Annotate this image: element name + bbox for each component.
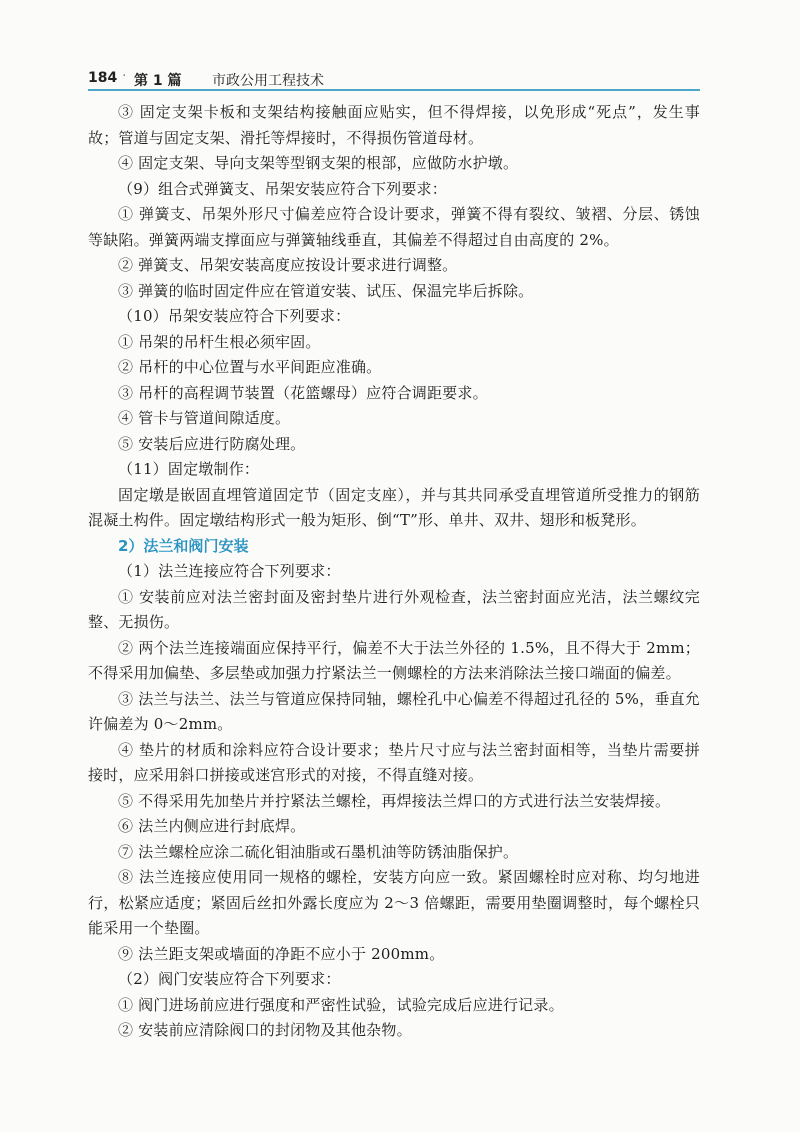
part-label: 第 1 篇	[134, 73, 182, 89]
paragraph: ③ 固定支架卡板和支架结构接触面应贴实，但不得焊接，以免形成“死点”，发生事故；管道与固定支架、滑托等焊接时，不得损伤管道母材。	[88, 103, 700, 147]
header-rule	[88, 89, 700, 91]
paragraph: ⑦ 法兰螺栓应涂二硫化钼油脂或石墨机油等防锈油脂保护。	[118, 842, 519, 861]
paragraph: ③ 法兰与法兰、法兰与管道应保持同轴，螺栓孔中心偏差不得超过孔径的 5%，垂直允许偏差为 0～2mm。	[88, 689, 700, 733]
paragraph: ① 阀门进场前应进行强度和严密性试验，试验完成后应进行记录。	[118, 995, 564, 1014]
paragraph: ② 两个法兰连接端面应保持平行，偏差不大于法兰外径的 1.5%，且不得大于 2mm；不得采用加偏垫、多层垫或加强力拧紧法兰一侧螺栓的方法来消除法兰接口端面的偏差。	[88, 638, 700, 682]
paragraph: ② 吊杆的中心位置与水平间距应准确。	[118, 358, 382, 376]
running-header	[88, 68, 700, 90]
chapter-title: 市政公用工程技术	[212, 73, 324, 89]
paragraph: ① 吊架的吊杆生根必须牢固。	[118, 332, 321, 351]
paragraph: 固定墩是嵌固直埋管道固定节（固定支座），并与其共同承受直埋管道所受推力的钢筋混凝土构件。固定墩结构形式一般为矩形、倒“T”形、单井、双井、翅形和板凳形。	[88, 485, 700, 529]
paragraph: ① 弹簧支、吊架外形尺寸偏差应符合设计要求，弹簧不得有裂纹、皱褶、分层、锈蚀等缺陷。弹簧两端支撑面应与弹簧轴线垂直，其偏差不得超过自由高度的 2%。	[88, 205, 700, 249]
paragraph: ③ 弹簧的临时固定件应在管道安装、试压、保温完毕后拆除。	[118, 281, 534, 300]
paragraph: ⑨ 法兰距支架或墙面的净距不应小于 200mm。	[118, 944, 445, 963]
list-heading: （1）法兰连接应符合下列要求：	[118, 562, 341, 580]
list-heading: （9）组合式弹簧支、吊架安装应符合下列要求：	[118, 179, 447, 198]
list-heading: （2）阀门安装应符合下列要求：	[118, 970, 341, 988]
page-number: 184	[88, 70, 118, 86]
paragraph: ⑧ 法兰连接应使用同一规格的螺栓，安装方向应一致。紧固螺栓时应对称、均匀地进行，松紧应适度；紧固后丝扣外露长度应为 2～3 倍螺距，需要用垫圈调整时，每个螺栓只能采用一个垫圈。	[88, 868, 700, 937]
list-heading: （11）固定墩制作：	[118, 460, 260, 478]
paragraph: ① 安装前应对法兰密封面及密封垫片进行外观检查，法兰密封面应光洁，法兰螺纹完整、无损伤。	[88, 587, 700, 631]
paragraph: ② 安装前应清除阀口的封闭物及其他杂物。	[118, 1021, 412, 1039]
paragraph: ② 弹簧支、吊架安装高度应按设计要求进行调整。	[118, 256, 458, 274]
list-heading: （10）吊架安装应符合下列要求：	[118, 307, 351, 325]
paragraph: ⑥ 法兰内侧应进行封底焊。	[118, 817, 306, 835]
paragraph: ③ 吊杆的高程调节装置（花篮螺母）应符合调距要求。	[118, 383, 488, 402]
paragraph: ④ 固定支架、导向支架等型钢支架的根部，应做防水护墩。	[118, 154, 519, 172]
paragraph: ④ 管卡与管道间隙适度。	[118, 409, 291, 427]
section-heading: 2）法兰和阀门安装	[118, 536, 249, 555]
paragraph: ⑤ 安装后应进行防腐处理。	[118, 434, 306, 453]
paragraph: ⑤ 不得采用先加垫片并拧紧法兰螺栓，再焊接法兰焊口的方式进行法兰安装焊接。	[118, 791, 671, 810]
header-separator: ·	[122, 68, 127, 84]
paragraph: ④ 垫片的材质和涂料应符合设计要求；垫片尺寸应与法兰密封面相等，当垫片需要拼接时，应采用斜口拼接或迷宫形式的对接，不得直缝对接。	[88, 740, 700, 784]
body-text	[88, 100, 700, 1044]
